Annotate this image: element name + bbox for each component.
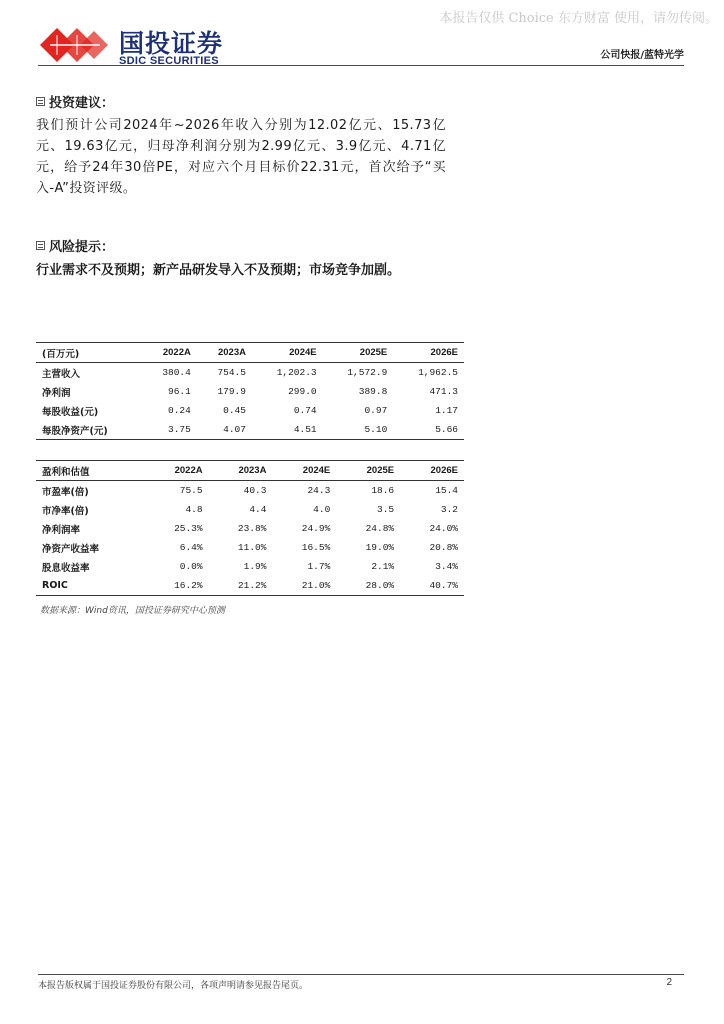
table-cell: 299.0 <box>288 386 317 397</box>
table-cell: 389.8 <box>358 386 388 397</box>
row-label: ROIC <box>42 580 68 591</box>
table-row <box>36 363 464 383</box>
table-cell: 471.3 <box>429 386 458 397</box>
table-cell: 0.0% <box>179 561 203 572</box>
table-cell: 16.2% <box>174 580 203 591</box>
investment-title-text: 投资建议： <box>49 96 115 111</box>
valuation-table <box>36 460 464 596</box>
table-row <box>36 481 464 501</box>
table-cell: 380.4 <box>162 367 191 378</box>
table-cell: 1.7% <box>307 561 331 572</box>
column-header: 2026E <box>430 347 458 358</box>
table-header-row <box>36 343 464 363</box>
table-cell: 24.9% <box>301 523 331 534</box>
table-cell: 5.10 <box>364 424 388 435</box>
logo-text-cn: 国投证券 <box>119 29 224 58</box>
row-label: 净利润 <box>42 387 71 399</box>
table-cell: 21.2% <box>237 580 267 591</box>
table-row <box>36 576 464 596</box>
section-bullet-icon <box>36 97 45 106</box>
column-header: 盈利和估值 <box>42 466 90 478</box>
table-cell: 0.97 <box>364 405 388 416</box>
row-label: 净资产收益率 <box>42 543 100 555</box>
table-cell: 3.4% <box>435 561 458 572</box>
column-header: 2025E <box>359 347 388 358</box>
logo-text-en: SDIC SECURITIES <box>119 55 219 67</box>
table-cell: 3.2 <box>440 504 458 515</box>
column-header: 2022A <box>162 347 191 358</box>
table-cell: 20.8% <box>429 542 458 553</box>
table-cell: 6.4% <box>179 542 203 553</box>
table-cell: 1,572.9 <box>347 367 388 378</box>
table-cell: 5.66 <box>435 424 458 435</box>
risk-section-title <box>36 236 114 255</box>
company-logo <box>38 24 238 68</box>
column-header: 2023A <box>238 465 267 476</box>
table-cell: 179.9 <box>217 386 246 397</box>
investment-section-title <box>36 92 114 111</box>
table-cell: 28.0% <box>365 580 395 591</box>
table-cell: 24.0% <box>429 523 458 534</box>
table-cell: 0.45 <box>223 405 246 416</box>
footer-divider <box>38 974 684 975</box>
table-cell: 1.17 <box>435 405 458 416</box>
risk-text: 行业需求不及预期；新产品研发导入不及预期；市场竞争加剧。 <box>36 263 401 278</box>
table-cell: 0.24 <box>168 405 191 416</box>
report-category: 公司快报/蓝特光学 <box>600 50 684 61</box>
section-bullet-icon <box>36 241 45 250</box>
table-row <box>36 420 464 440</box>
table-cell: 754.5 <box>217 367 246 378</box>
table-cell: 3.75 <box>168 424 191 435</box>
row-label: 市盈率(倍) <box>42 486 89 498</box>
table-header-row <box>36 461 464 481</box>
table-cell: 25.3% <box>174 523 203 534</box>
row-label: 股息收益率 <box>42 562 90 574</box>
table-cell: 16.5% <box>301 542 331 553</box>
table-row <box>36 401 464 420</box>
table-row <box>36 500 464 519</box>
table-row <box>36 538 464 557</box>
table-cell: 0.74 <box>293 405 317 416</box>
row-label: 每股净资产(元) <box>42 425 108 437</box>
table-cell: 4.4 <box>249 504 267 515</box>
column-header: (百万元) <box>42 348 80 360</box>
table-cell: 4.0 <box>313 504 331 515</box>
table-row <box>36 382 464 401</box>
page-number: 2 <box>666 977 672 988</box>
row-label: 净利润率 <box>42 524 81 536</box>
table-cell: 40.3 <box>243 485 267 496</box>
table-row <box>36 519 464 538</box>
column-header: 2025E <box>366 465 395 476</box>
table-cell: 4.07 <box>223 424 246 435</box>
table-cell: 24.8% <box>365 523 395 534</box>
table-cell: 11.0% <box>237 542 267 553</box>
investment-paragraph: 我们预计公司2024年~2026年收入分别为12.02亿元、15.73亿元、19.63亿元，归母净利润分别为2.99亿元、3.9亿元、4.71亿元，给予24年30倍PE，对应六个月目标价22.31元，首次给予“买入-A”投资评级。 <box>36 118 446 196</box>
row-label: 每股收益(元) <box>42 406 99 418</box>
table-cell: 24.3 <box>307 485 331 496</box>
financial-summary-table <box>36 342 464 440</box>
data-source-note: 数据来源：Wind资讯，国投证券研究中心预测 <box>40 606 225 616</box>
watermark: 本报告仅供 Choice 东方财富 使用，请勿传阅。 <box>439 11 718 26</box>
table-cell: 4.8 <box>185 504 203 515</box>
table-cell: 2.1% <box>371 561 395 572</box>
header-divider <box>38 65 684 66</box>
table-cell: 15.4 <box>435 485 458 496</box>
column-header: 2022A <box>174 465 203 476</box>
row-label: 市净率(倍) <box>42 505 89 517</box>
table-cell: 19.0% <box>365 542 395 553</box>
column-header: 2026E <box>430 465 458 476</box>
risk-title-text: 风险提示： <box>49 240 115 255</box>
table-row <box>36 557 464 576</box>
table-cell: 18.6 <box>371 485 395 496</box>
table-cell: 21.0% <box>301 580 331 591</box>
table-cell: 3.5 <box>377 504 395 515</box>
footer-disclaimer: 本报告版权属于国投证券股份有限公司，各项声明请参见报告尾页。 <box>38 981 309 991</box>
row-label: 主营收入 <box>42 368 81 380</box>
table-cell: 75.5 <box>179 485 203 496</box>
column-header: 2023A <box>217 347 246 358</box>
column-header: 2024E <box>289 347 317 358</box>
table-cell: 1,962.5 <box>418 367 458 378</box>
table-cell: 1.9% <box>243 561 267 572</box>
table-cell: 96.1 <box>168 386 191 397</box>
table-cell: 23.8% <box>237 523 267 534</box>
column-header: 2024E <box>302 465 331 476</box>
table-cell: 4.51 <box>293 424 317 435</box>
logo-mark-icon <box>38 26 114 64</box>
table-cell: 40.7% <box>429 580 458 591</box>
table-cell: 1,202.3 <box>276 367 317 378</box>
